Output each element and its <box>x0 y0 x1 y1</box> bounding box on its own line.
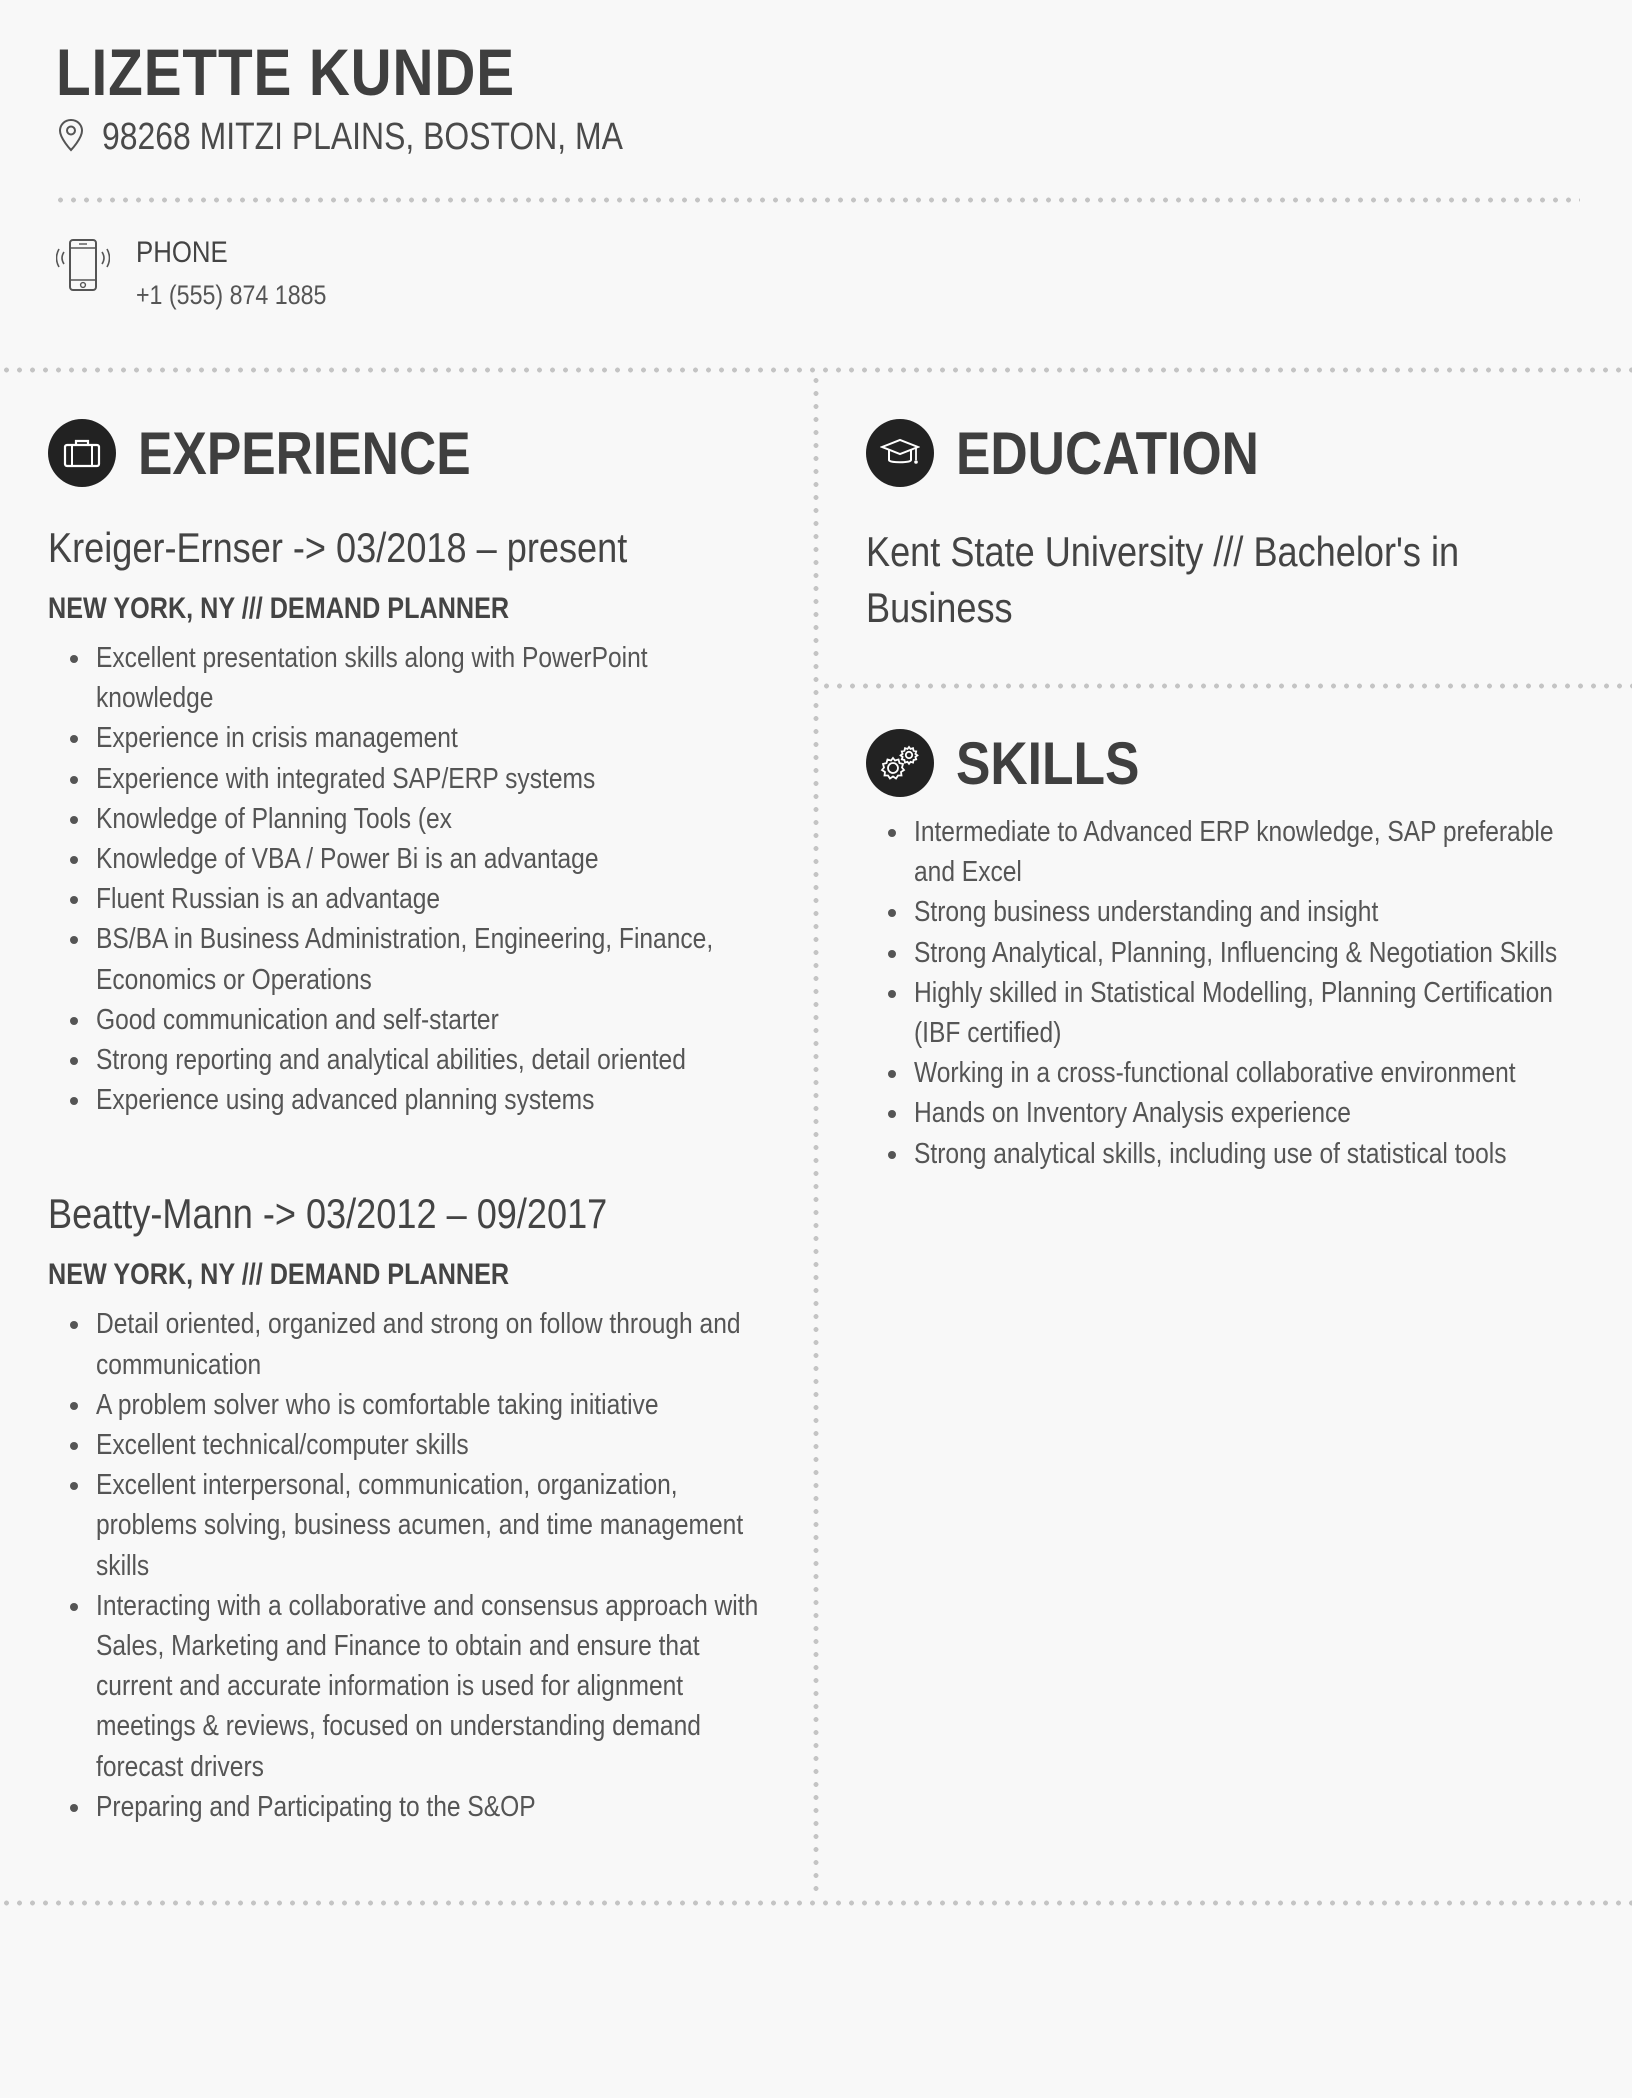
list-item: Strong Analytical, Planning, Influencing & Negotiation Skills <box>866 933 1596 973</box>
job-location-title: NEW YORK, NY /// DEMAND PLANNER <box>48 592 510 625</box>
list-item: Fluent Russian is an advantage <box>48 879 768 919</box>
job-header: Kreiger-Ernser -> 03/2018 – present <box>48 524 628 571</box>
header-divider <box>54 197 1580 203</box>
list-item: Intermediate to Advanced ERP knowledge, SAP preferable and Excel <box>866 812 1596 892</box>
education-heading <box>866 410 1596 496</box>
location-pin-icon <box>58 118 84 157</box>
education-skills-divider <box>820 683 1632 689</box>
list-item: Strong reporting and analytical abilities, detail oriented <box>48 1040 768 1080</box>
phone-label: PHONE <box>136 236 228 269</box>
briefcase-icon <box>48 419 116 487</box>
graduation-cap-icon <box>866 419 934 487</box>
experience-section <box>48 410 768 1827</box>
address-row <box>58 116 722 159</box>
list-item: Interacting with a collaborative and consensus approach with Sales, Marketing and Finance to obtain and ensure that current and accurate information is used for alignment meetings & reviews, focused on understanding demand forecast drivers <box>48 1586 768 1787</box>
job-entry <box>48 524 768 1120</box>
list-item: Excellent interpersonal, communication, organization, problems solving, business acumen, and time management skills <box>48 1465 768 1586</box>
job-location-title: NEW YORK, NY /// DEMAND PLANNER <box>48 1258 510 1292</box>
list-item: Excellent presentation skills along with PowerPoint knowledge <box>48 638 768 718</box>
bottom-section-divider <box>0 1900 1632 1906</box>
experience-heading <box>48 410 768 496</box>
education-title: EDUCATION <box>956 419 1259 487</box>
top-section-divider <box>0 367 1632 373</box>
contact-phone <box>56 236 357 311</box>
column-divider <box>813 374 819 1898</box>
phone-number: +1 (555) 874 1885 <box>136 280 327 310</box>
job-bullets <box>48 1304 768 1827</box>
job-header: Beatty-Mann -> 03/2012 – 09/2017 <box>48 1190 608 1238</box>
list-item: Experience with integrated SAP/ERP systems <box>48 759 768 799</box>
list-item: Hands on Inventory Analysis experience <box>866 1093 1596 1133</box>
mobile-phone-icon <box>56 236 110 311</box>
list-item: Experience in crisis management <box>48 718 768 758</box>
education-section <box>866 410 1596 636</box>
list-item: Working in a cross-functional collaborative environment <box>866 1053 1596 1093</box>
list-item: Detail oriented, organized and strong on follow through and communication <box>48 1304 768 1384</box>
gears-icon <box>866 729 934 797</box>
skills-heading <box>866 720 1596 806</box>
list-item: Excellent technical/computer skills <box>48 1425 768 1465</box>
experience-title: EXPERIENCE <box>138 419 471 487</box>
list-item: Highly skilled in Statistical Modelling, Planning Certification (IBF certified) <box>866 973 1596 1053</box>
candidate-name: LIZETTE KUNDE <box>56 35 515 109</box>
education-entry: Kent State University /// Bachelor's in Business <box>866 528 1460 631</box>
list-item: Knowledge of Planning Tools (ex <box>48 799 768 839</box>
list-item: Strong analytical skills, including use of statistical tools <box>866 1134 1596 1174</box>
list-item: BS/BA in Business Administration, Engineering, Finance, Economics or Operations <box>48 919 768 999</box>
list-item: Strong business understanding and insight <box>866 892 1596 932</box>
skills-section <box>866 720 1596 1174</box>
list-item: Preparing and Participating to the S&OP <box>48 1787 768 1827</box>
list-item: A problem solver who is comfortable taking initiative <box>48 1385 768 1425</box>
skills-list <box>866 812 1596 1174</box>
skills-title: SKILLS <box>956 729 1140 797</box>
list-item: Good communication and self-starter <box>48 1000 768 1040</box>
job-bullets <box>48 638 768 1120</box>
list-item: Experience using advanced planning systems <box>48 1080 768 1120</box>
job-entry <box>48 1190 768 1827</box>
address: 98268 MITZI PLAINS, BOSTON, MA <box>102 116 623 158</box>
list-item: Knowledge of VBA / Power Bi is an advantage <box>48 839 768 879</box>
